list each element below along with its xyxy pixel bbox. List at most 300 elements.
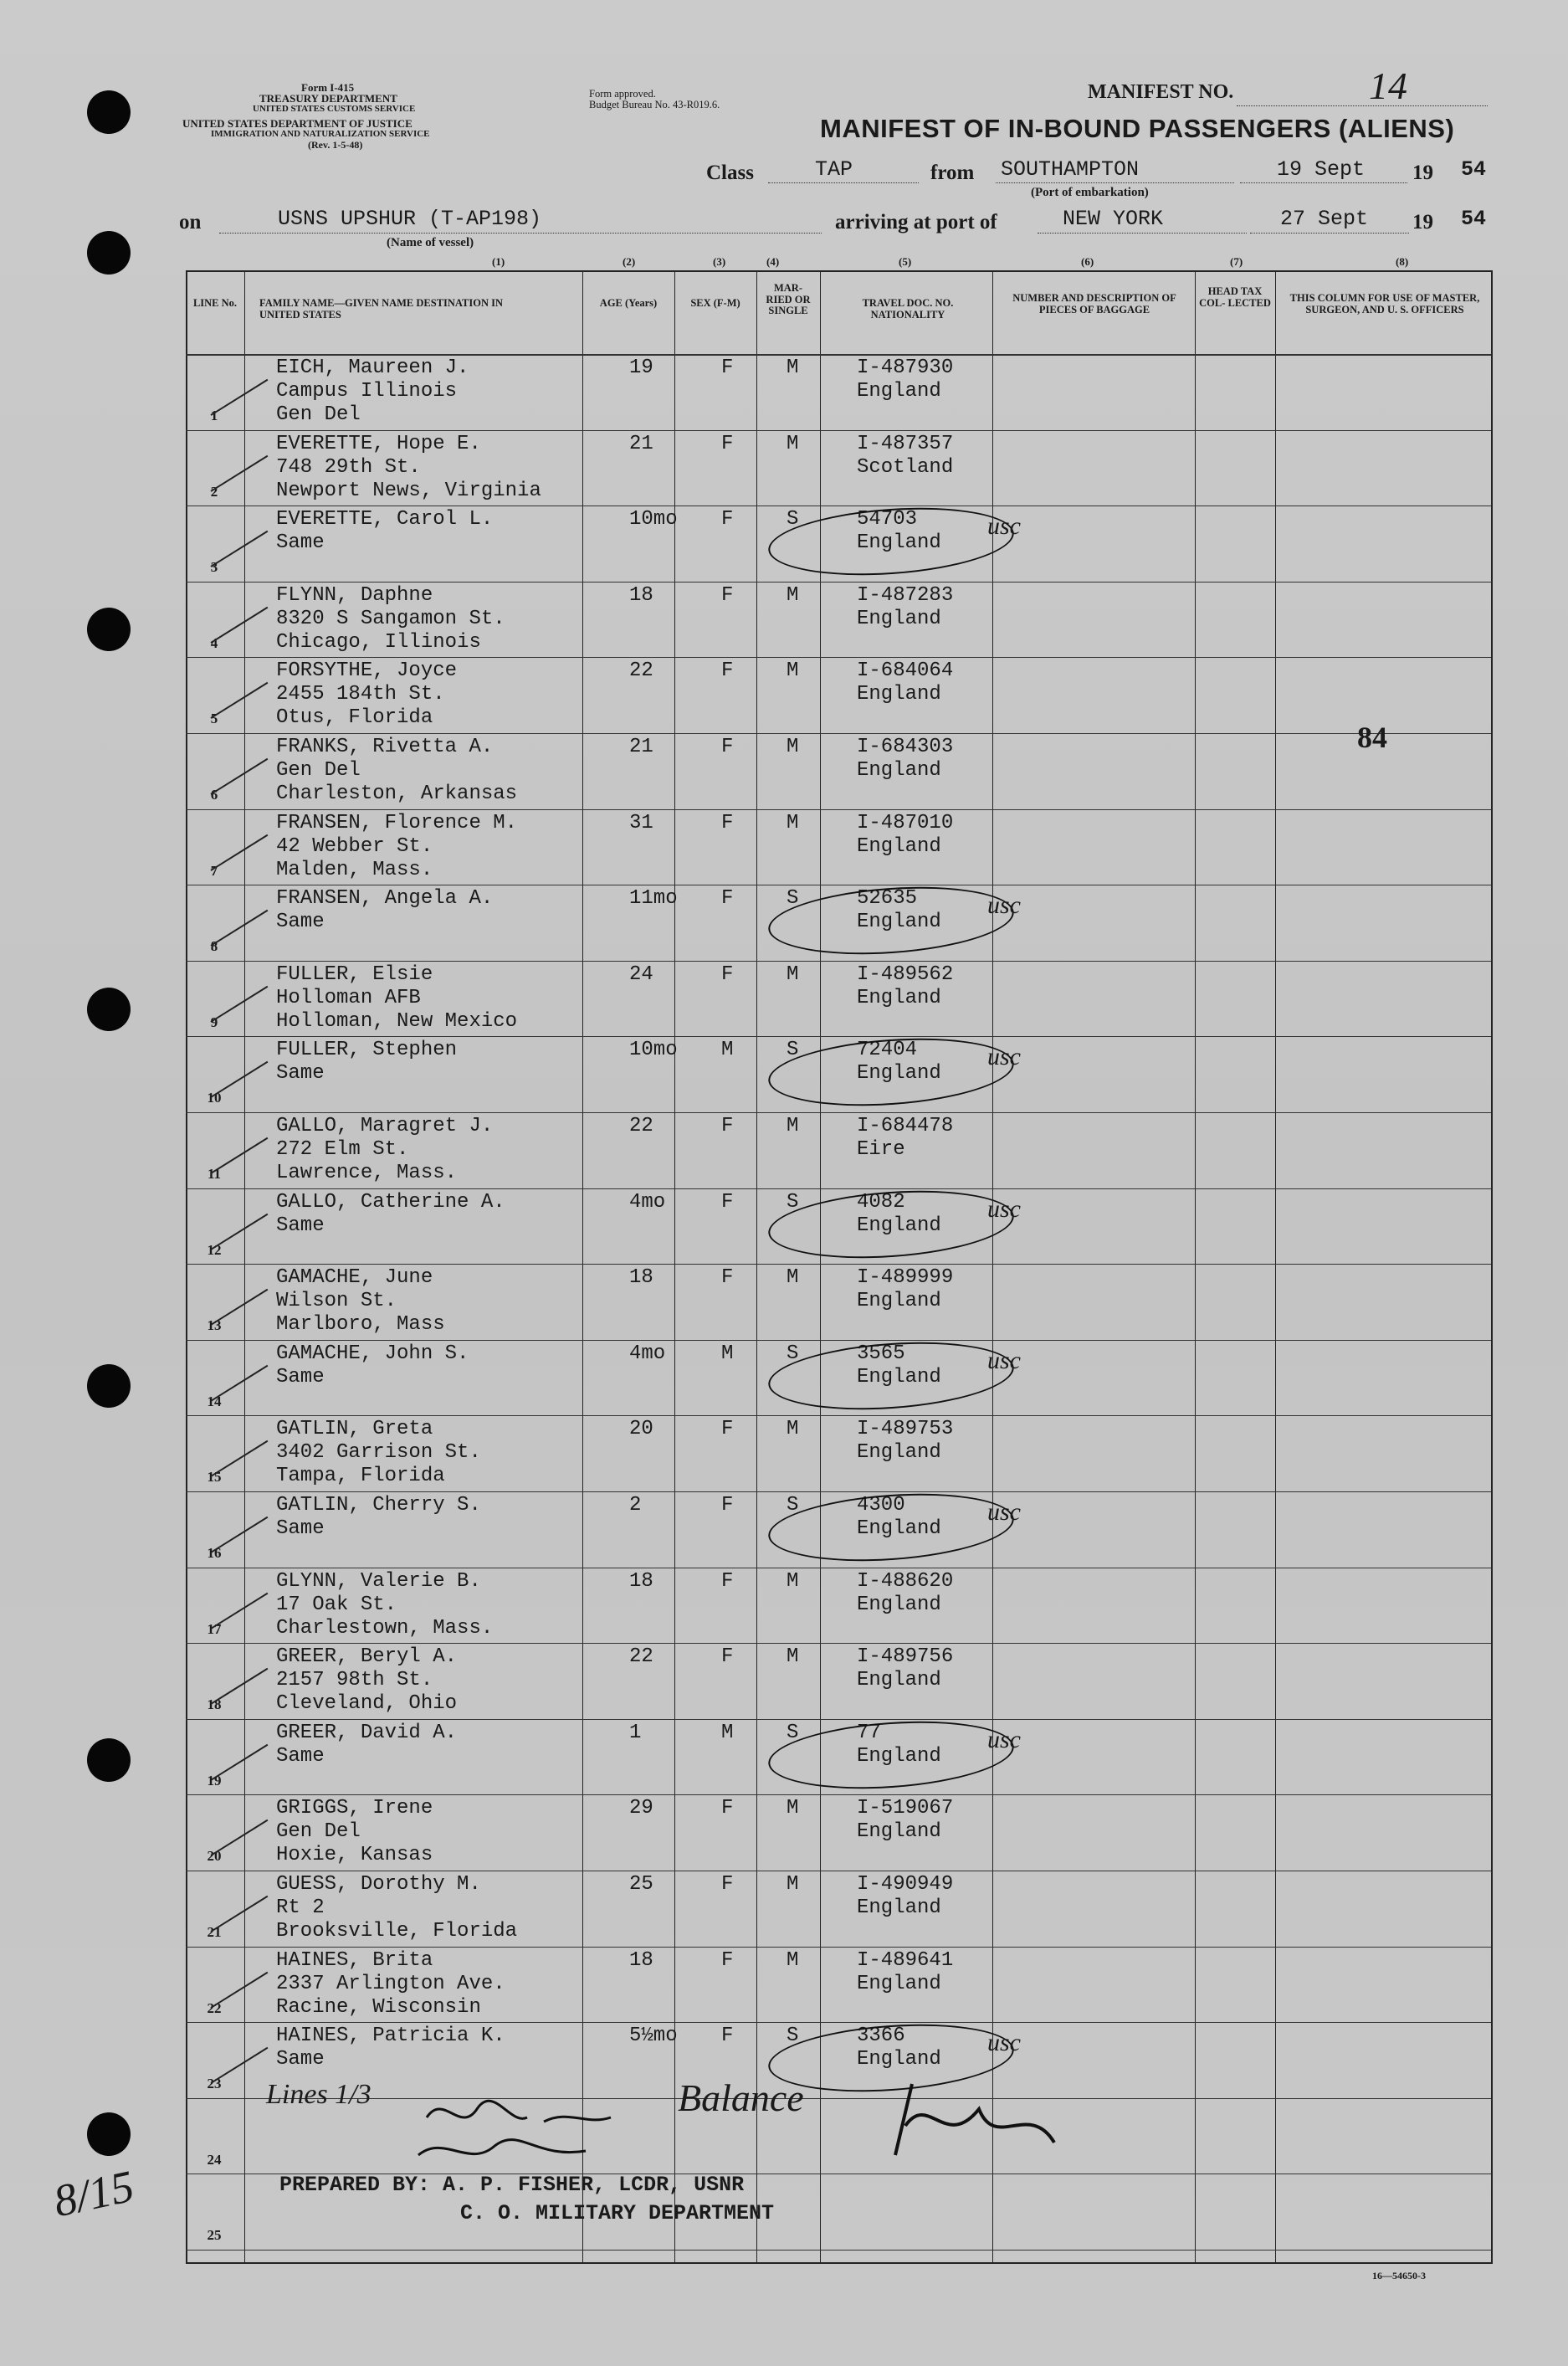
sex: M	[721, 1342, 734, 1365]
destination-line2: Newport News, Virginia	[276, 479, 541, 502]
punch-hole	[87, 1738, 131, 1782]
col-num: (5)	[899, 255, 912, 268]
punch-hole	[87, 988, 131, 1031]
line-number: 10	[207, 1090, 222, 1106]
usc-mark: usc	[987, 1194, 1021, 1223]
line-number: 17	[207, 1620, 222, 1637]
sex: F	[721, 1948, 734, 1972]
passenger-name: FRANSEN, Angela A.	[276, 887, 494, 911]
usc-mark: usc	[987, 1498, 1021, 1526]
marital-status: M	[787, 1645, 799, 1669]
age: 11mo	[629, 887, 678, 911]
destination-line1: Campus Illinois	[276, 380, 458, 403]
hdr-age: AGE (Years)	[599, 297, 658, 309]
travel-doc-no: I-489641	[857, 1948, 954, 1972]
row-divider	[186, 1415, 1491, 1416]
line-number: 11	[207, 1166, 222, 1182]
form-number: Form I-415	[301, 81, 355, 94]
sex: F	[721, 1418, 734, 1441]
row-divider	[186, 657, 1491, 658]
passenger-name: FRANSEN, Florence M.	[276, 811, 518, 834]
immigration-service: IMMIGRATION AND NATURALIZATION SERVICE	[211, 129, 430, 139]
destination-line2: Brooksville, Florida	[276, 1920, 518, 1943]
passenger-name: FORSYTHE, Joyce	[276, 660, 458, 683]
sex: F	[721, 1873, 734, 1896]
col-divider	[244, 270, 245, 2262]
line-number: 4	[210, 634, 218, 651]
age: 31	[629, 811, 653, 834]
passenger-name: GLYNN, Valerie B.	[276, 1569, 481, 1593]
departure-date: 19 Sept	[1277, 157, 1366, 182]
nationality: England	[857, 1593, 941, 1616]
sex: F	[721, 887, 734, 911]
age: 18	[629, 1948, 653, 1972]
marital-status: M	[787, 583, 799, 607]
passenger-name: EVERETTE, Carol L.	[276, 508, 494, 531]
passenger-name: GAMACHE, John S.	[276, 1342, 469, 1365]
hdr-sex: SEX (F-M)	[690, 297, 740, 309]
line-number: 14	[207, 1393, 222, 1409]
punch-hole	[87, 231, 131, 275]
row-divider	[186, 1643, 1491, 1644]
line-number: 20	[207, 1848, 222, 1865]
travel-doc-no: I-684303	[857, 736, 954, 758]
nationality: England	[857, 1972, 941, 1995]
footer-code: 16—54650-3	[1372, 2270, 1426, 2281]
destination-line1: 2337 Arlington Ave.	[276, 1972, 505, 1995]
age: 4mo	[629, 1342, 666, 1365]
tally-note: Lines 1/3	[266, 2079, 372, 2110]
arriving-label: arriving at port of	[835, 211, 997, 234]
row-divider	[186, 809, 1491, 810]
class-line	[768, 182, 919, 183]
destination-line1: Same	[276, 531, 325, 555]
age: 21	[629, 736, 653, 758]
hdr-married: MAR- RIED OR SINGLE	[766, 282, 811, 316]
row-divider	[186, 1188, 1491, 1189]
port-caption: (Port of embarkation)	[1031, 186, 1149, 199]
destination-line1: Same	[276, 1744, 325, 1768]
nationality: England	[857, 986, 941, 1009]
destination-line1: 42 Webber St.	[276, 834, 433, 858]
destination-line2: Malden, Mass.	[276, 858, 433, 881]
form-header-block	[167, 82, 552, 151]
passenger-name: GRIGGS, Irene	[276, 1797, 433, 1820]
passenger-name: GREER, Beryl A.	[276, 1645, 458, 1669]
row-divider	[186, 582, 1491, 583]
nationality: England	[857, 759, 941, 782]
travel-doc-no: 52635	[857, 887, 918, 911]
destination-line1: Same	[276, 1062, 325, 1085]
marital-status: M	[787, 660, 799, 683]
sex: F	[721, 2025, 734, 2048]
destination-line1: Gen Del	[276, 1820, 361, 1844]
nationality: England	[857, 1214, 941, 1237]
manifest-no-value: 14	[1369, 64, 1407, 107]
nationality: England	[857, 1820, 941, 1844]
destination-line2: Charlestown, Mass.	[276, 1616, 494, 1640]
line-number: 16	[207, 1545, 222, 1561]
row-divider	[186, 961, 1491, 962]
passenger-name: GATLIN, Greta	[276, 1418, 433, 1441]
line-number: 21	[207, 1924, 222, 1940]
manifest-no-line	[1237, 105, 1488, 106]
usc-mark: usc	[987, 891, 1021, 920]
marital-status: M	[787, 1115, 799, 1137]
age: 18	[629, 1569, 653, 1593]
destination-line1: Gen Del	[276, 759, 361, 782]
age: 25	[629, 1873, 653, 1896]
passenger-name: HAINES, Brita	[276, 1948, 433, 1972]
military-dept: C. O. MILITARY DEPARTMENT	[460, 2201, 775, 2225]
passenger-name: FULLER, Stephen	[276, 1039, 458, 1062]
row-divider	[186, 1264, 1491, 1265]
destination-line1: Same	[276, 911, 325, 934]
arrival-date: 27 Sept	[1280, 207, 1369, 231]
age: 4mo	[629, 1190, 666, 1214]
travel-doc-no: I-684064	[857, 660, 954, 683]
sex: F	[721, 1569, 734, 1593]
row-divider	[186, 1112, 1491, 1113]
sex: F	[721, 583, 734, 607]
sex: F	[721, 811, 734, 834]
marital-status: M	[787, 811, 799, 834]
hdr-officers: THIS COLUMN FOR USE OF MASTER, SURGEON, AND U. S. OFFICERS	[1289, 292, 1480, 316]
destination-line1: 17 Oak St.	[276, 1593, 397, 1616]
destination-line1: Same	[276, 2048, 325, 2071]
row-divider	[186, 1491, 1491, 1492]
usc-mark: usc	[987, 512, 1021, 541]
marital-status: M	[787, 1948, 799, 1972]
justice-dept: UNITED STATES DEPARTMENT OF JUSTICE	[182, 117, 412, 130]
passenger-name: GALLO, Catherine A.	[276, 1190, 505, 1214]
punch-hole	[87, 608, 131, 651]
passenger-name: GUESS, Dorothy M.	[276, 1873, 481, 1896]
destination-line2: Cleveland, Ohio	[276, 1692, 458, 1716]
row-divider	[186, 1794, 1491, 1795]
vessel-line	[219, 233, 822, 234]
destination-line1: Same	[276, 1214, 325, 1237]
manifest-title: MANIFEST OF IN-BOUND PASSENGERS (ALIENS)	[820, 114, 1455, 143]
nationality: England	[857, 1669, 941, 1692]
sex: F	[721, 736, 734, 758]
passenger-name: FULLER, Elsie	[276, 962, 433, 986]
usc-mark: usc	[987, 1043, 1021, 1071]
nationality: Eire	[857, 1138, 905, 1161]
col-divider	[1275, 270, 1276, 2262]
sex: F	[721, 962, 734, 986]
prepared-by: PREPARED BY: A. P. FISHER, LCDR, USNR	[279, 2173, 745, 2197]
marital-status: S	[787, 1494, 799, 1517]
col-num: (6)	[1081, 255, 1094, 268]
passenger-name: GAMACHE, June	[276, 1266, 433, 1290]
on-label: on	[179, 211, 202, 234]
line-number: 6	[210, 787, 218, 803]
destination-line1: Same	[276, 1517, 325, 1540]
travel-doc-no: 54703	[857, 508, 918, 531]
arr-year-suffix: 54	[1461, 207, 1487, 231]
marital-status: M	[787, 1873, 799, 1896]
col-divider	[582, 270, 583, 2262]
travel-doc-no: I-487930	[857, 357, 954, 379]
destination-line2: Otus, Florida	[276, 706, 433, 730]
age: 1	[629, 1721, 642, 1744]
destination-line2: Marlboro, Mass	[276, 1313, 445, 1337]
line-number: 18	[207, 1696, 222, 1713]
travel-doc-no: I-489753	[857, 1418, 954, 1441]
sex: F	[721, 1494, 734, 1517]
usc-mark: usc	[987, 2029, 1021, 2057]
hdr-baggage: NUMBER AND DESCRIPTION OF PIECES OF BAGGAGE	[1012, 292, 1176, 316]
destination-line1: 748 29th St.	[276, 455, 421, 479]
approval-block	[589, 89, 807, 110]
line-number: 25	[207, 2227, 222, 2244]
travel-doc-no: I-684478	[857, 1115, 954, 1137]
hdr-headtax: HEAD TAX COL- LECTED	[1199, 285, 1271, 309]
row-divider	[186, 1719, 1491, 1720]
sex: F	[721, 432, 734, 455]
arrival-port: NEW YORK	[1063, 207, 1164, 231]
customs-service: UNITED STATES CUSTOMS SERVICE	[253, 104, 416, 114]
sex: M	[721, 1039, 734, 1062]
travel-doc-no: I-487010	[857, 811, 954, 834]
hdr-travel: TRAVEL DOC. NO. NATIONALITY	[862, 297, 954, 321]
passenger-name: EICH, Maureen J.	[276, 357, 469, 379]
marital-status: S	[787, 1342, 799, 1365]
sex: F	[721, 1266, 734, 1290]
margin-note: 8/15	[49, 2160, 139, 2227]
col-num: (3)	[713, 255, 726, 268]
age: 22	[629, 660, 653, 683]
marital-status: S	[787, 1721, 799, 1744]
class-value: TAP	[815, 157, 853, 182]
marital-status: S	[787, 508, 799, 531]
col-num: (1)	[492, 255, 505, 268]
destination-line1: Holloman AFB	[276, 986, 421, 1009]
sex: F	[721, 1797, 734, 1820]
age: 10mo	[629, 508, 678, 531]
nationality: England	[857, 1441, 941, 1465]
line-number: 13	[207, 1317, 222, 1334]
vessel-caption: (Name of vessel)	[387, 236, 474, 249]
sex: M	[721, 1721, 734, 1744]
sex: F	[721, 357, 734, 379]
travel-doc-no: I-489999	[857, 1266, 954, 1290]
travel-doc-no: 4082	[857, 1190, 905, 1214]
destination-line1: Wilson St.	[276, 1290, 397, 1313]
age: 21	[629, 432, 653, 455]
line-number: 3	[210, 559, 218, 576]
nationality: England	[857, 683, 941, 706]
line-number: 12	[207, 1241, 222, 1258]
punch-hole	[87, 90, 131, 134]
age: 19	[629, 357, 653, 379]
age: 24	[629, 962, 653, 986]
age: 18	[629, 1266, 653, 1290]
destination-line2: Hoxie, Kansas	[276, 1844, 433, 1867]
arr-year-prefix: 19	[1412, 211, 1433, 234]
marital-status: M	[787, 736, 799, 758]
col-divider	[1195, 270, 1196, 2262]
row-divider	[186, 430, 1491, 431]
arr-date-line	[1250, 233, 1409, 234]
dep-year-suffix: 54	[1461, 157, 1487, 182]
row-divider	[186, 2022, 1491, 2023]
line-number: 23	[207, 2076, 222, 2092]
marital-status: M	[787, 357, 799, 379]
travel-doc-no: 4300	[857, 1494, 905, 1517]
arrival-port-line	[1038, 233, 1247, 234]
line-number: 5	[210, 711, 218, 727]
travel-doc-no: 3565	[857, 1342, 905, 1365]
passenger-name: GATLIN, Cherry S.	[276, 1494, 481, 1517]
col-num: (2)	[623, 255, 636, 268]
nationality: England	[857, 2048, 941, 2071]
nationality: England	[857, 607, 941, 630]
manifest-no-label: MANIFEST NO.	[1088, 81, 1234, 103]
travel-doc-no: I-487283	[857, 583, 954, 607]
line-number: 22	[207, 1999, 222, 2016]
destination-line1: 2157 98th St.	[276, 1669, 433, 1692]
destination-line2: Tampa, Florida	[276, 1465, 445, 1488]
destination-line2: Racine, Wisconsin	[276, 1995, 481, 2019]
destination-line2: Chicago, Illinois	[276, 630, 481, 654]
side-number: 84	[1357, 721, 1387, 754]
travel-doc-no: I-489756	[857, 1645, 954, 1669]
destination-line1: 272 Elm St.	[276, 1138, 409, 1161]
travel-doc-no: I-490949	[857, 1873, 954, 1896]
age: 2	[629, 1494, 642, 1517]
destination-line1: Same	[276, 1365, 325, 1388]
age: 10mo	[629, 1039, 678, 1062]
col-num: (4)	[766, 255, 780, 268]
marital-status: M	[787, 432, 799, 455]
nationality: England	[857, 1062, 941, 1085]
sex: F	[721, 1190, 734, 1214]
nationality: England	[857, 1517, 941, 1540]
passenger-name: GALLO, Maragret J.	[276, 1115, 494, 1137]
nationality: England	[857, 380, 941, 403]
travel-doc-no: 72404	[857, 1039, 918, 1062]
travel-doc-no: I-488620	[857, 1569, 954, 1593]
travel-doc-no: 3366	[857, 2025, 905, 2048]
col-divider	[992, 270, 993, 2262]
passenger-name: GREER, David A.	[276, 1721, 458, 1744]
line-number: 1	[210, 408, 218, 423]
marital-status: S	[787, 1039, 799, 1062]
destination-line1: 8320 S Sangamon St.	[276, 607, 505, 630]
marital-status: S	[787, 887, 799, 911]
col-divider	[674, 270, 675, 2262]
sex: F	[721, 508, 734, 531]
embark-port: SOUTHAMPTON	[1001, 157, 1140, 182]
nationality: England	[857, 911, 941, 934]
revision: (Rev. 1-5-48)	[308, 139, 363, 151]
age: 22	[629, 1115, 653, 1137]
age: 18	[629, 583, 653, 607]
marital-status: S	[787, 1190, 799, 1214]
passenger-name: FRANKS, Rivetta A.	[276, 736, 494, 758]
sex: F	[721, 1645, 734, 1669]
nationality: England	[857, 1365, 941, 1388]
col-num: (7)	[1230, 255, 1243, 268]
destination-line2: Holloman, New Mexico	[276, 1009, 518, 1033]
hdr-name: FAMILY NAME—GIVEN NAME DESTINATION IN UNITED STATES	[259, 297, 503, 321]
signature-balance: Balance	[678, 2076, 804, 2119]
from-line	[996, 182, 1234, 183]
dep-date-line	[1240, 182, 1407, 183]
col-num: (8)	[1396, 255, 1409, 268]
age: 29	[629, 1797, 653, 1820]
passenger-name: FLYNN, Daphne	[276, 583, 433, 607]
nationality: England	[857, 1290, 941, 1313]
treasury-dept: TREASURY DEPARTMENT	[259, 92, 397, 105]
age: 22	[629, 1645, 653, 1669]
col-divider	[756, 270, 757, 2262]
nationality: England	[857, 1896, 941, 1919]
destination-line1: Rt 2	[276, 1896, 325, 1919]
destination-line2: Gen Del	[276, 403, 361, 426]
punch-hole	[87, 2112, 131, 2156]
row-divider	[186, 1340, 1491, 1341]
travel-doc-no: I-519067	[857, 1797, 954, 1820]
travel-doc-no: 77	[857, 1721, 881, 1744]
line-number: 9	[210, 1014, 218, 1030]
row-divider	[186, 2250, 1491, 2251]
line-number: 24	[207, 2151, 222, 2168]
nationality: England	[857, 1744, 941, 1768]
sex: F	[721, 660, 734, 683]
destination-line1: 3402 Garrison St.	[276, 1441, 481, 1465]
marital-status: M	[787, 1418, 799, 1441]
destination-line1: 2455 184th St.	[276, 683, 445, 706]
marital-status: M	[787, 962, 799, 986]
class-label: Class	[706, 162, 754, 184]
travel-doc-no: I-487357	[857, 432, 954, 455]
usc-mark: usc	[987, 1346, 1021, 1374]
budget-bureau: Budget Bureau No. 43-R019.6.	[589, 99, 720, 110]
nationality: Scotland	[857, 455, 954, 479]
usc-mark: usc	[987, 1725, 1021, 1753]
sex: F	[721, 1115, 734, 1137]
row-divider	[186, 1036, 1491, 1037]
travel-doc-no: I-489562	[857, 962, 954, 986]
line-number: 15	[207, 1469, 222, 1486]
from-label: from	[930, 162, 975, 184]
nationality: England	[857, 834, 941, 858]
destination-line2: Charleston, Arkansas	[276, 783, 518, 805]
line-number: 7	[210, 862, 218, 879]
marital-status: M	[787, 1797, 799, 1820]
marital-status: M	[787, 1266, 799, 1290]
vessel-name: USNS UPSHUR (T-AP198)	[278, 207, 542, 231]
nationality: England	[857, 531, 941, 555]
destination-line2: Lawrence, Mass.	[276, 1162, 458, 1184]
passenger-name: HAINES, Patricia K.	[276, 2025, 505, 2048]
row-divider	[186, 733, 1491, 734]
marital-status: M	[787, 1569, 799, 1593]
age: 20	[629, 1418, 653, 1441]
line-number: 8	[210, 938, 218, 955]
line-number: 19	[207, 1772, 222, 1789]
row-divider	[186, 1947, 1491, 1948]
age: 5½mo	[629, 2025, 678, 2048]
passenger-name: EVERETTE, Hope E.	[276, 432, 481, 455]
form-approved: Form approved.	[589, 88, 656, 100]
dep-year-prefix: 19	[1412, 162, 1433, 184]
line-number: 2	[210, 483, 218, 500]
marital-status: S	[787, 2025, 799, 2048]
